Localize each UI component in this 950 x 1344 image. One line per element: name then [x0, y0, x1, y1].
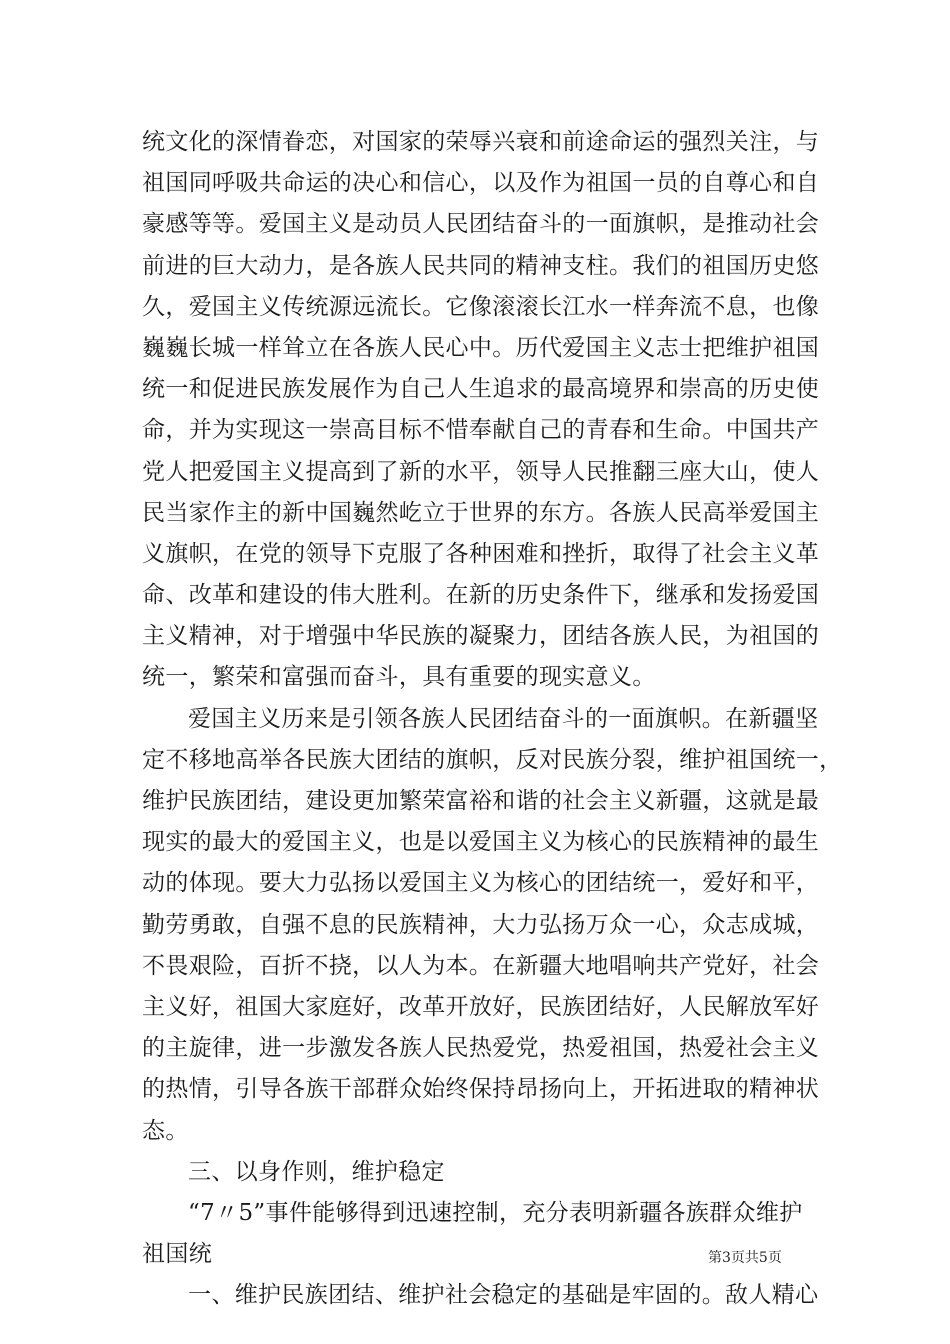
text-line: 祖国统 [142, 1241, 213, 1268]
text-line: 主义好，祖国大家庭好，改革开放好，民族团结好，人民解放军好 [142, 993, 820, 1020]
text-line: 义旗帜，在党的领导下克服了各种困难和挫折，取得了社会主义革 [142, 540, 820, 567]
text-line: 现实的最大的爱国主义，也是以爱国主义为核心的民族精神的最生 [142, 829, 820, 856]
text-line: 统一，繁荣和富强而奋斗，具有重要的现实意义。 [142, 664, 656, 691]
text-line: 的热情，引导各族干部群众始终保持昂扬向上，开拓进取的精神状 [142, 1076, 820, 1103]
section-heading: 三、以身作则，维护稳定 [188, 1158, 445, 1185]
text-line: 祖国同呼吸共命运的决心和信心，以及作为祖国一员的自尊心和自 [142, 170, 820, 197]
paragraph-first-line: 爱国主义历来是引领各族人民团结奋斗的一面旗帜。在新疆坚 [188, 705, 819, 732]
text-line: 统一和促进民族发展作为自己人生追求的最高境界和崇高的历史使 [142, 376, 820, 403]
text-line: 统文化的深情眷恋，对国家的荣辱兴衰和前途命运的强烈关注，与 [142, 129, 820, 155]
text-line: 久，爱国主义传统源远流长。它像滚滚长江水一样奔流不息，也像 [142, 293, 820, 320]
page-number: 第3页共5页 [708, 1250, 782, 1266]
text-line: 民当家作主的新中国巍然屹立于世界的东方。各族人民高举爱国主 [142, 499, 820, 526]
document-body [142, 122, 843, 1316]
text-line: 巍巍长城一样耸立在各族人民心中。历代爱国主义志士把维护祖国 [142, 334, 820, 361]
text-line: 动的体现。要大力弘扬以爱国主义为核心的团结统一，爱好和平， [142, 870, 820, 897]
paragraph-first-line: “7〃5”事件能够得到迅速控制，充分表明新疆各族群众维护 [188, 1199, 803, 1226]
text-line: 豪感等等。爱国主义是动员人民团结奋斗的一面旗帜，是推动社会 [142, 211, 820, 238]
text-line: 维护民族团结，建设更加繁荣富裕和谐的社会主义新疆，这就是最 [142, 788, 820, 814]
text-line: 不畏艰险，百折不挠，以人为本。在新疆大地唱响共产党好，社会 [142, 952, 820, 979]
text-line: 党人把爱国主义提高到了新的水平，领导人民推翻三座大山，使人 [142, 458, 820, 485]
paragraph-first-line: 一、维护民族团结、维护社会稳定的基础是牢固的。敌人精心 [188, 1282, 819, 1309]
text-line: 命，并为实现这一崇高目标不惜奉献自己的青春和生命。中国共产 [142, 417, 820, 444]
text-line: 主义精神，对于增强中华民族的凝聚力，团结各族人民，为祖国的 [142, 623, 820, 650]
text-line: 勤劳勇敢，自强不息的民族精神，大力弘扬万众一心，众志成城， [142, 911, 820, 938]
text-line: 前进的巨大动力，是各族人民共同的精神支柱。我们的祖国历史悠 [142, 252, 820, 279]
text-line: 态。 [142, 1117, 189, 1144]
text-line: 定不移地高举各民族大团结的旗帜，反对民族分裂，维护祖国统一， [142, 746, 843, 773]
text-line: 的主旋律，进一步激发各族人民热爱党，热爱祖国，热爱社会主义 [142, 1035, 820, 1062]
text-line: 命、改革和建设的伟大胜利。在新的历史条件下，继承和发扬爱国 [142, 582, 820, 609]
